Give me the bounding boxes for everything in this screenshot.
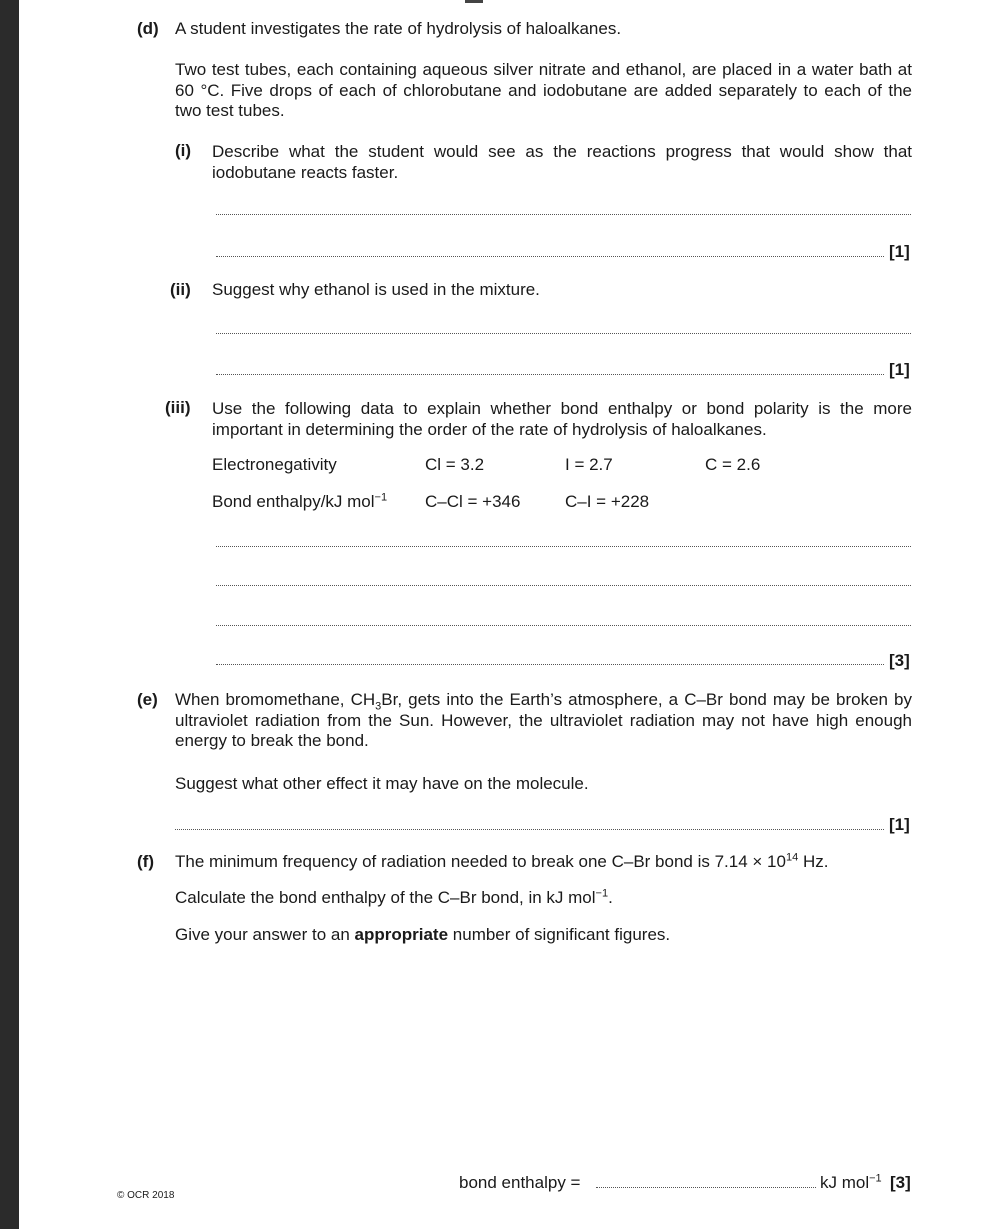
answer-unit [820,1173,882,1193]
part-f-instruction-a: Give your answer to an [175,925,355,944]
bond-enthalpy-label [212,492,387,512]
mark-allocation: [3] [890,1173,911,1192]
answer-line[interactable] [216,256,884,257]
part-e-label: (e) [137,690,158,709]
part-f-calculate-text: Calculate the bond enthalpy of the C–Br bond, in kJ mol [175,888,596,907]
mark-allocation: [1] [889,242,910,261]
bond-enthalpy-ci: C–I = +228 [565,492,650,511]
answer-line[interactable] [216,333,911,334]
answer-label: bond enthalpy = [459,1173,581,1192]
answer-unit-text: kJ mol [820,1173,870,1192]
part-f-calculate [175,888,613,908]
part-f-text [175,852,828,872]
part-d-iii-label: (iii) [165,398,191,417]
page-number-fragment [465,0,483,3]
electronegativity-label: Electronegativity [212,455,337,474]
part-d-ii-question: Suggest why ethanol is used in the mixture. [212,280,540,299]
part-d-ii-label: (ii) [170,280,191,299]
part-f-instruction [175,925,670,945]
electronegativity-cl: Cl = 3.2 [425,455,485,474]
part-d-iii-question: Use the following data to explain whether bond enthalpy or bond polarity is the more important in determining the order of the rate of hydrolysis of haloalkanes. [212,399,912,439]
answer-line[interactable] [596,1187,816,1188]
superscript: −1 [869,1172,882,1185]
part-e-text [175,690,912,752]
part-d-i-label: (i) [175,141,192,160]
answer-line[interactable] [216,585,911,586]
answer-line[interactable] [216,374,884,375]
mark-allocation: [1] [889,815,910,834]
part-f-instruction-b: number of significant figures. [448,925,671,944]
electronegativity-i: I = 2.7 [565,455,613,474]
bond-enthalpy-ccl: C–Cl = +346 [425,492,521,511]
superscript: 14 [785,851,799,864]
answer-line[interactable] [216,664,884,665]
answer-line[interactable] [216,625,911,626]
part-e-text-b: Br, gets into the Earth’s atmosphere, a C–Br bond may be broken by ultraviolet radiation from the Sun. However, the ultraviolet radiation may not have high enough energy to break the bond. [175,690,912,750]
superscript: −1 [374,491,388,504]
part-f-text-b: Hz. [798,852,829,871]
subscript: 3 [375,700,382,713]
mark-allocation: [3] [889,651,910,670]
part-e-prompt: Suggest what other effect it may have on the molecule. [175,774,589,793]
bond-enthalpy-label-text: Bond enthalpy/kJ mol [212,492,375,511]
part-f-instruction-bold: appropriate [354,925,449,944]
part-f-calculate-end: . [608,888,613,907]
copyright-footer: © OCR 2018 [117,1190,175,1201]
part-d-stem: A student investigates the rate of hydrolysis of haloalkanes. [175,19,622,38]
answer-line[interactable] [175,829,884,830]
part-d-label: (d) [137,19,159,38]
answer-line[interactable] [216,214,911,215]
part-d-setup: Two test tubes, each containing aqueous silver nitrate and ethanol, are placed in a water bath at 60 °C. Five drops of each of chlorobutane and iodobutane are added separately to each of the two test tubes. [175,60,912,120]
mark-allocation: [1] [889,360,910,379]
superscript: −1 [595,887,609,900]
part-d-i-question: Describe what the student would see as the reactions progress that would show that iodobutane reacts faster. [212,142,912,182]
part-f-label: (f) [137,852,154,871]
answer-line[interactable] [216,546,911,547]
part-e-text-a: When bromomethane, CH [175,690,376,709]
electronegativity-c: C = 2.6 [705,455,761,474]
part-f-text-a: The minimum frequency of radiation needed to break one C–Br bond is 7.14 × 10 [175,852,786,871]
left-border [0,0,19,1229]
